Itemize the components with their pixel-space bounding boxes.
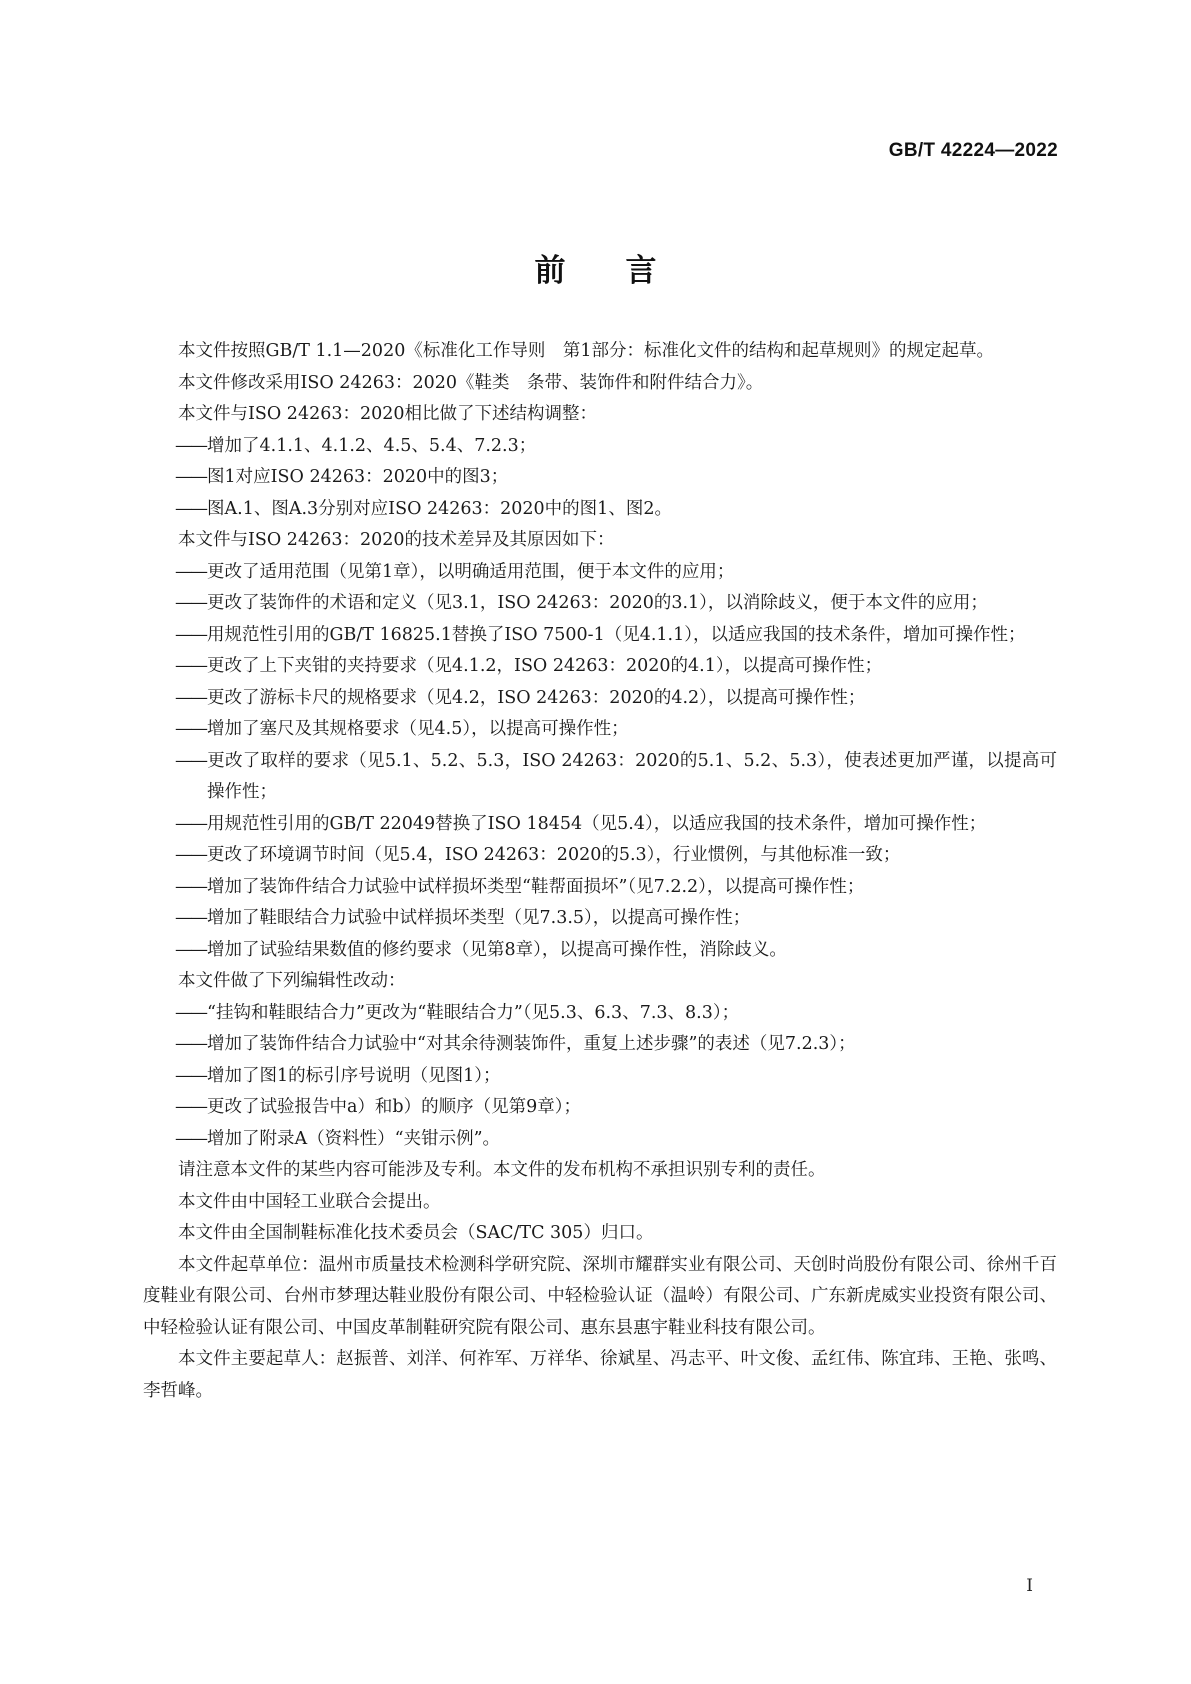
list-item: ——增加了4.1.1、4.1.2、4.5、5.4、7.2.3； [143, 431, 1057, 463]
list-item: ——更改了适用范围（见第1章），以明确适用范围，便于本文件的应用； [143, 557, 1057, 589]
paragraph: 本文件与ISO 24263：2020的技术差异及其原因如下： [178, 530, 615, 550]
paragraph: 本文件与ISO 24263：2020相比做了下述结构调整： [178, 404, 598, 424]
list-item: ——更改了装饰件的术语和定义（见3.1，ISO 24263：2020的3.1），以消除歧义，便于本文件的应用； [143, 588, 1057, 620]
dash-marker: —— [175, 498, 206, 519]
dash-marker: —— [175, 813, 206, 834]
page-title: 前言 [534, 253, 717, 289]
dash-marker: —— [175, 687, 206, 708]
list-item: ——更改了上下夹钳的夹持要求（见4.1.2，ISO 24263：2020的4.1），以提高可操作性； [143, 651, 1057, 683]
list-item: ——“挂钩和鞋眼结合力”更改为“鞋眼结合力”（见5.3、6.3、7.3、8.3）； [143, 998, 1057, 1030]
list-item: ——更改了环境调节时间（见5.4，ISO 24263：2020的5.3），行业惯例，与其他标准一致； [143, 840, 1057, 872]
list-item: ——更改了游标卡尺的规格要求（见4.2，ISO 24263：2020的4.2），以提高可操作性； [143, 683, 1057, 715]
list-item: ——增加了鞋眼结合力试验中试样损坏类型（见7.3.5），以提高可操作性； [143, 903, 1057, 935]
list-item: ——图A.1、图A.3分别对应ISO 24263：2020中的图1、图2。 [143, 494, 1057, 526]
dash-marker: —— [175, 1097, 206, 1117]
dash-marker: —— [175, 750, 206, 771]
list-item: ——用规范性引用的GB/T 16825.1替换了ISO 7500-1（见4.1.1），以适应我国的技术条件，增加可操作性； [143, 620, 1057, 652]
dash-marker: —— [175, 876, 206, 897]
foreword-body [143, 336, 1057, 1407]
dash-marker: —— [175, 845, 206, 865]
paragraph: 请注意本文件的某些内容可能涉及专利。本文件的发布机构不承担识别专利的责任。 [178, 1160, 826, 1180]
dash-marker: —— [175, 1065, 206, 1086]
paragraph: 本文件由全国制鞋标准化技术委员会（SAC/TC 305）归口。 [178, 1223, 654, 1243]
paragraph: 本文件做了下列编辑性改动： [178, 971, 406, 991]
paragraph: 本文件由中国轻工业联合会提出。 [178, 1191, 441, 1212]
paragraph: 本文件起草单位：温州市质量技术检测科学研究院、深圳市耀群实业有限公司、天创时尚股份有限公司、徐州千百度鞋业有限公司、台州市梦理达鞋业股份有限公司、中轻检验认证（温岭）有限公司、广东新虎威实业投资有限公司、中轻检验认证有限公司、中国皮革制鞋研究院有限公司、惠东县惠宇鞋业科技有限公司。 [143, 1254, 1057, 1338]
dash-marker: —— [175, 624, 206, 645]
paragraph: 本文件主要起草人：赵振普、刘洋、何祚军、万祥华、徐斌星、冯志平、叶文俊、孟红伟、陈宜玮、王艳、张鸣、李哲峰。 [143, 1349, 1057, 1401]
paragraph: 本文件修改采用ISO 24263：2020《鞋类 条带、装饰件和附件结合力》。 [178, 372, 764, 393]
dash-marker: —— [175, 1128, 206, 1149]
list-item: ——增加了试验结果数值的修约要求（见第8章），以提高可操作性，消除歧义。 [143, 935, 1057, 967]
list-item: ——更改了取样的要求（见5.1、5.2、5.3，ISO 24263：2020的5.1、5.2、5.3），使表述更加严谨，以提高可操作性； [143, 746, 1057, 809]
dash-marker: —— [175, 719, 206, 739]
dash-marker: —— [175, 467, 206, 487]
dash-marker: —— [175, 908, 206, 928]
dash-marker: —— [175, 561, 206, 582]
document-id: GB/T 42224—2022 [888, 140, 1058, 161]
list-item: ——增加了塞尺及其规格要求（见4.5），以提高可操作性； [143, 714, 1057, 746]
dash-marker: —— [175, 939, 206, 960]
list-item: ——更改了试验报告中a）和b）的顺序（见第9章）； [143, 1092, 1057, 1124]
list-item: ——增加了附录A（资料性）“夹钳示例”。 [143, 1124, 1057, 1156]
list-item: ——增加了装饰件结合力试验中“对其余待测装饰件，重复上述步骤”的表述（见7.2.3）； [143, 1029, 1057, 1061]
paragraph: 本文件按照GB/T 1.1—2020《标准化工作导则 第1部分：标准化文件的结构和起草规则》的规定起草。 [178, 341, 994, 361]
dash-marker: —— [175, 656, 206, 676]
dash-marker: —— [175, 1002, 206, 1023]
list-item: ——图1对应ISO 24263：2020中的图3； [143, 462, 1057, 494]
list-item: ——增加了装饰件结合力试验中试样损坏类型“鞋帮面损坏”（见7.2.2），以提高可操作性； [143, 872, 1057, 904]
page-number: I [1026, 1576, 1033, 1596]
dash-marker: —— [175, 593, 206, 613]
list-item: ——用规范性引用的GB/T 22049替换了ISO 18454（见5.4），以适应我国的技术条件，增加可操作性； [143, 809, 1057, 841]
dash-marker: —— [175, 1034, 206, 1054]
list-item: ——增加了图1的标引序号说明（见图1）； [143, 1061, 1057, 1093]
dash-marker: —— [175, 435, 206, 456]
